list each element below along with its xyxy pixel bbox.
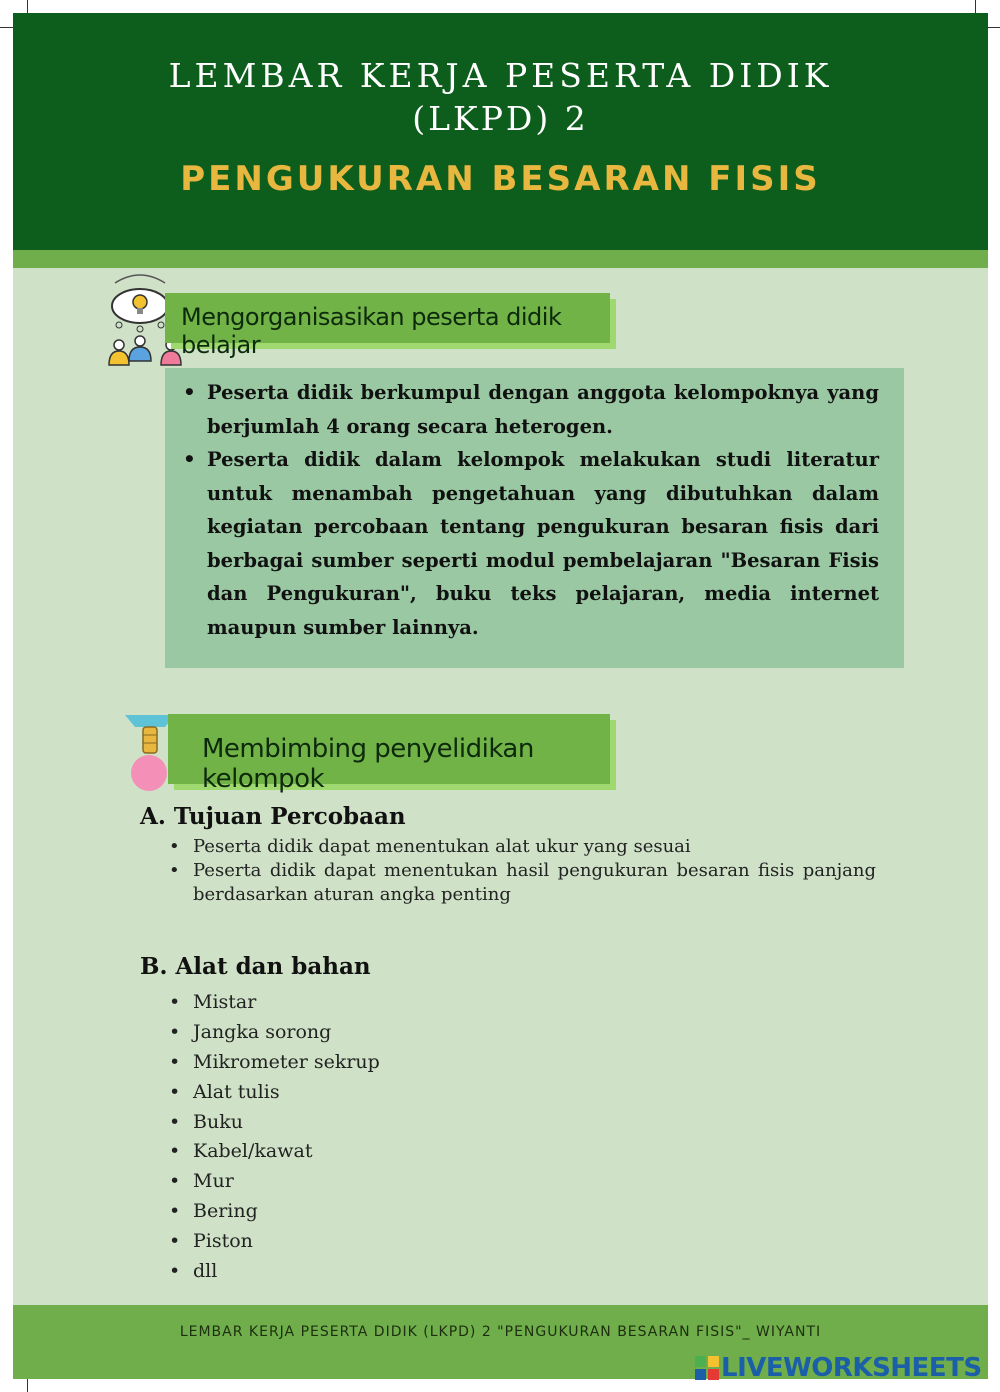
footer-text: LEMBAR KERJA PESERTA DIDIK (LKPD) 2 "PENGUKURAN BESARAN FISIS"_ WIYANTI — [179, 1324, 822, 1340]
alat-list — [193, 988, 380, 1287]
list-item: • Bering — [193, 1197, 380, 1227]
list-item: • Mistar — [193, 988, 380, 1018]
header-line-1: LEMBAR KERJA PESERTA DIDIK — [168, 56, 833, 95]
list-item: • Peserta didik dapat menentukan alat ukur yang sesuai — [193, 835, 876, 859]
tujuan-heading: A. Tujuan Percobaan — [140, 803, 406, 830]
list-item: • Peserta didik berkumpul dengan anggota kelompoknya yang berjumlah 4 orang secara heterogen. — [207, 376, 879, 443]
crop-mark — [27, 0, 28, 13]
header-line-2: (LKPD) 2 — [412, 99, 589, 138]
page-title: PENGUKURAN BESARAN FISIS — [180, 159, 821, 199]
brand-name: LIVEWORKSHEETS — [721, 1353, 982, 1383]
worksheet-page — [13, 13, 988, 1379]
list-item: • Piston — [193, 1227, 380, 1257]
list-item: • Mur — [193, 1167, 380, 1197]
list-item: • Alat tulis — [193, 1078, 380, 1108]
list-item: • Peserta didik dapat menentukan hasil pengukuran besaran fisis panjang berdasarkan aturan angka penting — [193, 859, 876, 907]
crop-mark — [988, 27, 1000, 28]
list-item: • Peserta didik dalam kelompok melakukan studi literatur untuk menambah pengetahuan yang dibutuhkan dalam kegiatan percobaan tentang pengukuran besaran fisis dari berbagai sumber seperti modul pembelajaran "Besaran Fisis dan Pengukuran", buku teks pelajaran, media internet maupun sumber lainnya. — [207, 443, 879, 644]
tujuan-list — [193, 835, 876, 907]
alat-heading: B. Alat dan bahan — [140, 953, 371, 980]
list-item: • Jangka sorong — [193, 1018, 380, 1048]
liveworksheets-logo-icon — [695, 1356, 719, 1380]
list-item: • Kabel/kawat — [193, 1137, 380, 1167]
list-item: • Mikrometer sekrup — [193, 1048, 380, 1078]
section-tab-organize — [165, 293, 610, 359]
organize-box — [165, 368, 904, 668]
organize-list — [207, 376, 879, 644]
crop-mark — [27, 1379, 28, 1392]
crop-mark — [975, 0, 976, 13]
section-tab-investigate — [168, 714, 610, 794]
list-item: • Buku — [193, 1108, 380, 1138]
header-banner — [13, 13, 988, 250]
header-stripe — [13, 250, 988, 268]
section-tab-organize-label: Mengorganisasikan peserta didik belajar — [181, 303, 562, 359]
section-tab-investigate-label: Membimbing penyelidikan kelompok — [202, 734, 534, 794]
crop-mark — [0, 27, 13, 28]
list-item: • dll — [193, 1257, 380, 1287]
liveworksheets-logo[interactable] — [695, 1354, 982, 1382]
